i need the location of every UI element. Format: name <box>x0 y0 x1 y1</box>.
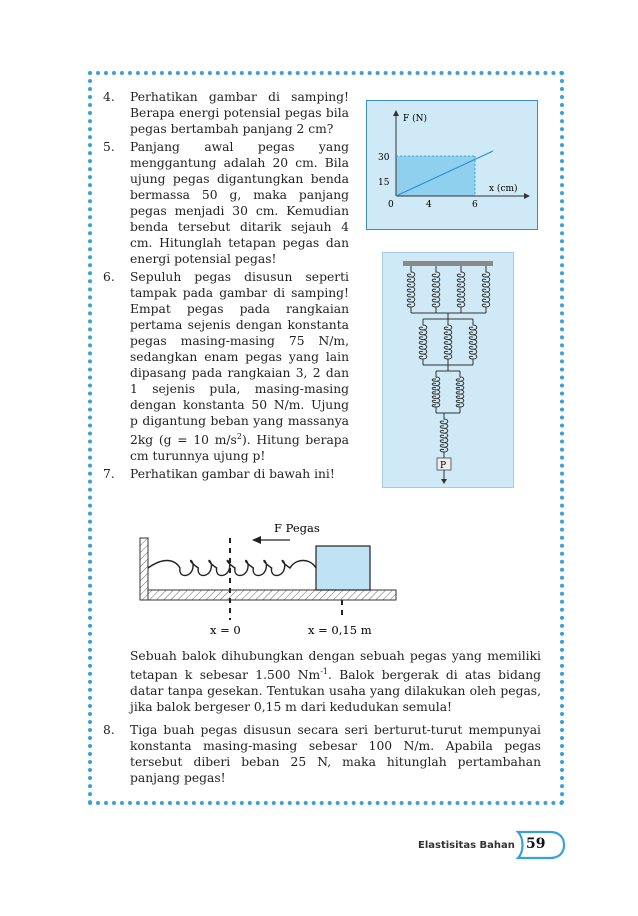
question-number: 5. <box>103 140 115 154</box>
ceiling-bar <box>403 261 493 266</box>
vertical-spring <box>482 266 490 313</box>
block-spring-diagram <box>130 520 410 640</box>
force-extension-graph <box>366 100 538 230</box>
x-axis-label: x (cm) <box>489 184 518 194</box>
page-badge-shape <box>514 830 566 860</box>
superscript: 2 <box>236 432 242 441</box>
question-number: 4. <box>103 90 115 104</box>
vertical-spring <box>407 266 415 313</box>
x-tick-0: 0 <box>388 200 394 210</box>
x0-label: x = 0 <box>210 623 241 637</box>
question-text: Panjang awal pegas yang menggantung adalah 20 cm. Bila ujung pegas digantungkan benda bermassa 50 g, maka panjang pegas menjadi 30 cm. Kemudian benda tersebut ditarik sejauh 4 cm. Hitunglah tetapan pegas dan energi potensial pegas! <box>130 140 349 266</box>
floor <box>148 590 396 600</box>
question-7 <box>103 466 349 482</box>
question-7-text <box>103 648 541 715</box>
question-number: 6. <box>103 270 115 284</box>
q7-text-a: Sebuah balok dihubungkan dengan sebuah pegas yang memiliki tetapan k sebesar 1.500 Nm <box>130 649 541 683</box>
y-tick-15: 15 <box>378 178 390 188</box>
vertical-spring <box>469 319 477 365</box>
question-4 <box>103 89 349 137</box>
load-arrowhead <box>441 479 447 484</box>
x1-label: x = 0,15 m <box>308 623 372 637</box>
wall <box>140 538 148 600</box>
page-number: 59 <box>526 836 546 852</box>
questions-column <box>103 89 349 482</box>
vertical-spring <box>440 413 448 458</box>
graph-svg <box>367 101 537 229</box>
question-text-b: ). Hitung berapa cm turunnya ujung p! <box>130 433 349 464</box>
vertical-spring <box>456 371 464 413</box>
x-tick-6: 6 <box>472 200 478 210</box>
horizontal-spring <box>148 561 316 576</box>
vertical-spring <box>432 266 440 313</box>
question-number: 7. <box>103 467 115 482</box>
vertical-spring <box>419 319 427 365</box>
question-8-text <box>103 722 541 786</box>
question-text: Perhatikan gambar di samping! Berapa energi potensial pegas bila pegas bertambah panjang 2 cm? <box>130 90 349 136</box>
q7-text-b: . Balok bergerak di atas bidang datar tanpa gesekan. Tentukan usaha yang dilakukan oleh pegas, jika balok bergeser 0,15 m dari kedudukan semula! <box>130 668 541 715</box>
force-arrowhead <box>252 536 261 544</box>
vertical-spring <box>457 266 465 313</box>
vertical-spring <box>432 371 440 413</box>
question-text: Tiga buah pegas disusun secara seri berturut-turut mempunyai konstanta masing-masing sebesar 100 N/m. Apabila pegas tersebut diberi beban 25 N, maka hitunglah pertambahan panjang pegas! <box>130 723 541 785</box>
y-tick-30: 30 <box>378 153 390 163</box>
spring-arrangement-figure <box>382 252 514 488</box>
question-6 <box>103 269 349 464</box>
question-text: Perhatikan gambar di bawah ini! <box>130 467 335 482</box>
chapter-title: Elastisitas Bahan <box>418 840 515 851</box>
force-label: F Pegas <box>274 521 320 535</box>
x-tick-4: 4 <box>426 200 432 210</box>
question-number: 8. <box>103 723 115 737</box>
question-text-a: Sepuluh pegas disusun seperti tampak pada gambar di samping! Empat pegas pada rangkaian pertama sejenis dengan konstanta pegas masing-masing 75 N/m, sedangkan enam pegas yang lain dipasang pada rangkaian 3, 2 dan 1 sejenis pula, masing-masing dengan konstanta 50 N/m. Ujung p digantung beban yang massanya 2kg (g = 10 m/s <box>130 270 349 448</box>
vertical-spring <box>444 319 452 365</box>
load-label: P <box>440 461 447 471</box>
q7-superscript: -1 <box>320 667 328 676</box>
question-7-body <box>103 648 541 715</box>
question-8 <box>103 722 541 786</box>
y-axis-label: F (N) <box>403 114 428 124</box>
spring-svg <box>383 253 513 487</box>
question-5 <box>103 139 349 267</box>
block <box>316 546 370 590</box>
